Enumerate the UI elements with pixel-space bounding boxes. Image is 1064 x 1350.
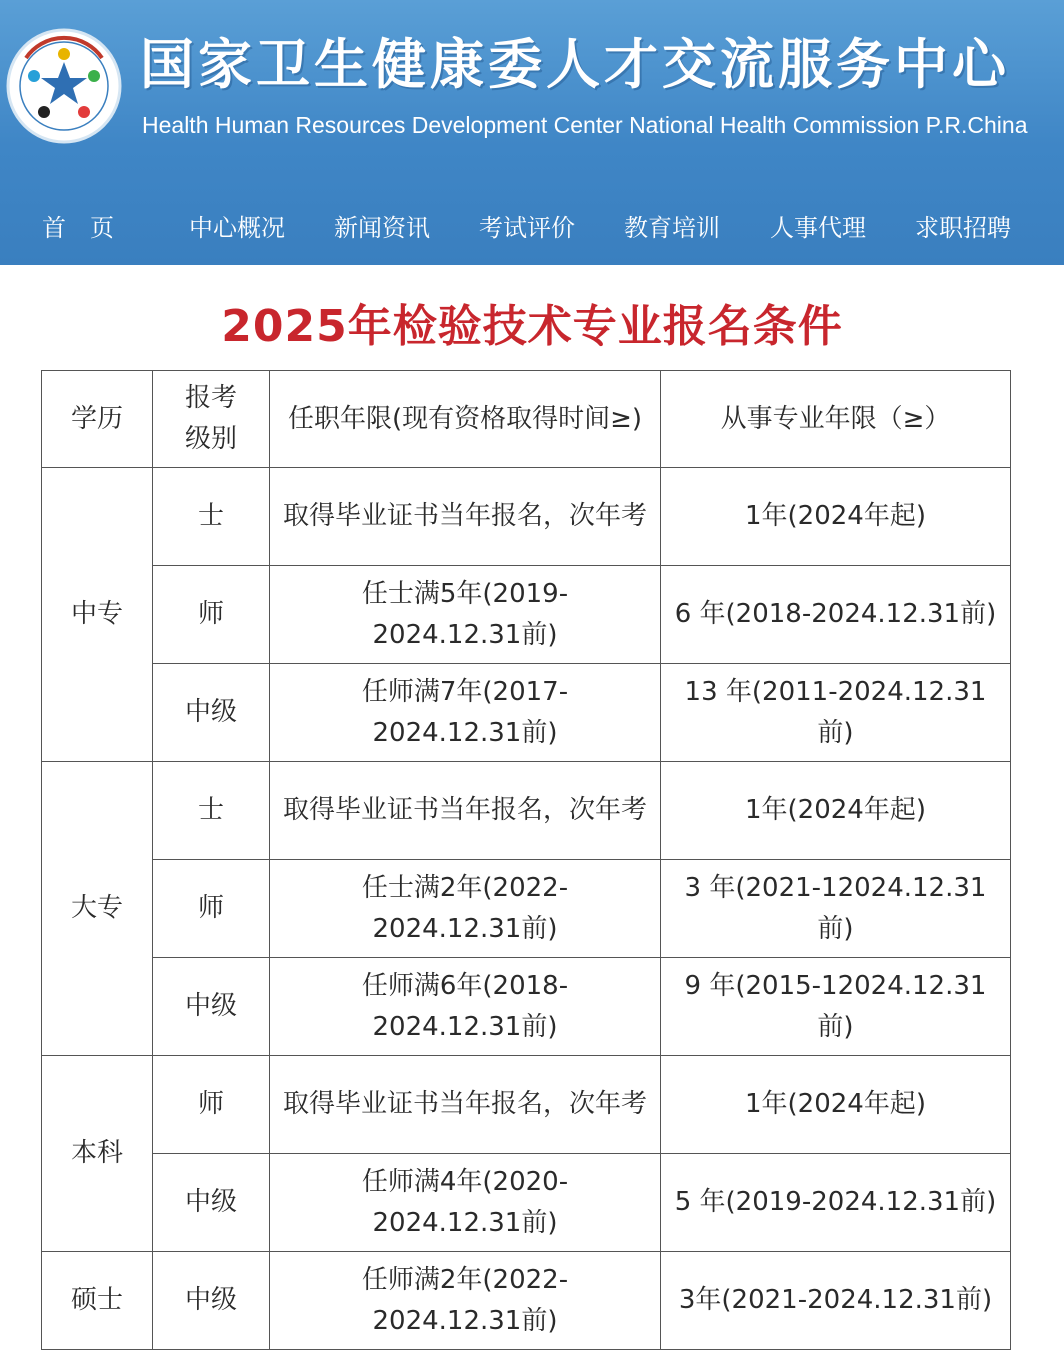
site-title-cn: 国家卫生健康委人才交流服务中心 — [140, 33, 1010, 96]
level-cell: 师 — [153, 860, 270, 958]
table-row — [42, 468, 1011, 566]
years-cell: 5 年(2019-2024.12.31前) — [661, 1154, 1011, 1252]
table-row — [42, 566, 1011, 664]
years-cell: 3年(2021-2024.12.31前) — [661, 1252, 1011, 1350]
years-cell: 1年(2024年起) — [661, 468, 1011, 566]
years-cell: 3 年(2021-12024.12.31前) — [661, 860, 1011, 958]
table-row — [42, 860, 1011, 958]
site-header — [0, 0, 1064, 265]
header-education: 学历 — [42, 371, 153, 468]
years-cell: 13 年(2011-2024.12.31前) — [661, 664, 1011, 762]
level-cell: 士 — [153, 762, 270, 860]
education-cell: 硕士 — [42, 1252, 153, 1350]
nav-item-education[interactable]: 教育培训 — [624, 214, 720, 242]
level-cell: 士 — [153, 468, 270, 566]
nav-item-news[interactable]: 新闻资讯 — [334, 214, 430, 242]
years-cell: 6 年(2018-2024.12.31前) — [661, 566, 1011, 664]
level-cell: 师 — [153, 566, 270, 664]
table-row — [42, 958, 1011, 1056]
tenure-cell: 取得毕业证书当年报名，次年考 — [270, 468, 661, 566]
site-title-en: Health Human Resources Development Center National Health Commission P.R.China — [142, 112, 1028, 138]
table-row — [42, 664, 1011, 762]
years-cell: 9 年(2015-12024.12.31前) — [661, 958, 1011, 1056]
table-row — [42, 1056, 1011, 1154]
requirements-table — [41, 370, 1011, 1350]
level-cell: 中级 — [153, 1154, 270, 1252]
level-cell: 中级 — [153, 1252, 270, 1350]
table-row — [42, 762, 1011, 860]
tenure-cell: 取得毕业证书当年报名，次年考 — [270, 762, 661, 860]
main-nav — [0, 206, 1064, 250]
tenure-cell: 任师满7年(2017-2024.12.31前) — [270, 664, 661, 762]
years-cell: 1年(2024年起) — [661, 1056, 1011, 1154]
tenure-cell: 取得毕业证书当年报名，次年考 — [270, 1056, 661, 1154]
tenure-cell: 任师满4年(2020-2024.12.31前) — [270, 1154, 661, 1252]
header-years: 从事专业年限（≥） — [661, 371, 1011, 468]
center-logo-icon[interactable] — [4, 14, 122, 152]
education-cell: 中专 — [42, 468, 153, 762]
document-title: 2025年检验技术专业报名条件 — [221, 301, 843, 352]
tenure-cell: 任师满2年(2022-2024.12.31前) — [270, 1252, 661, 1350]
table-header-row — [42, 371, 1011, 468]
education-cell: 大专 — [42, 762, 153, 1056]
table-row — [42, 1252, 1011, 1350]
table-row — [42, 1154, 1011, 1252]
nav-item-jobs[interactable]: 求职招聘 — [915, 214, 1011, 242]
header-tenure: 任职年限(现有资格取得时间≥) — [270, 371, 661, 468]
nav-item-personnel[interactable]: 人事代理 — [770, 214, 866, 242]
header-level: 报考级别 — [153, 371, 270, 468]
tenure-cell: 任士满2年(2022-2024.12.31前) — [270, 860, 661, 958]
level-cell: 中级 — [153, 664, 270, 762]
education-cell: 本科 — [42, 1056, 153, 1252]
nav-item-exams[interactable]: 考试评价 — [479, 214, 575, 242]
years-cell: 1年(2024年起) — [661, 762, 1011, 860]
level-cell: 中级 — [153, 958, 270, 1056]
nav-item-home[interactable]: 首 页 — [42, 214, 114, 242]
level-cell: 师 — [153, 1056, 270, 1154]
tenure-cell: 任师满6年(2018-2024.12.31前) — [270, 958, 661, 1056]
tenure-cell: 任士满5年(2019-2024.12.31前) — [270, 566, 661, 664]
nav-item-about[interactable]: 中心概况 — [189, 214, 285, 242]
